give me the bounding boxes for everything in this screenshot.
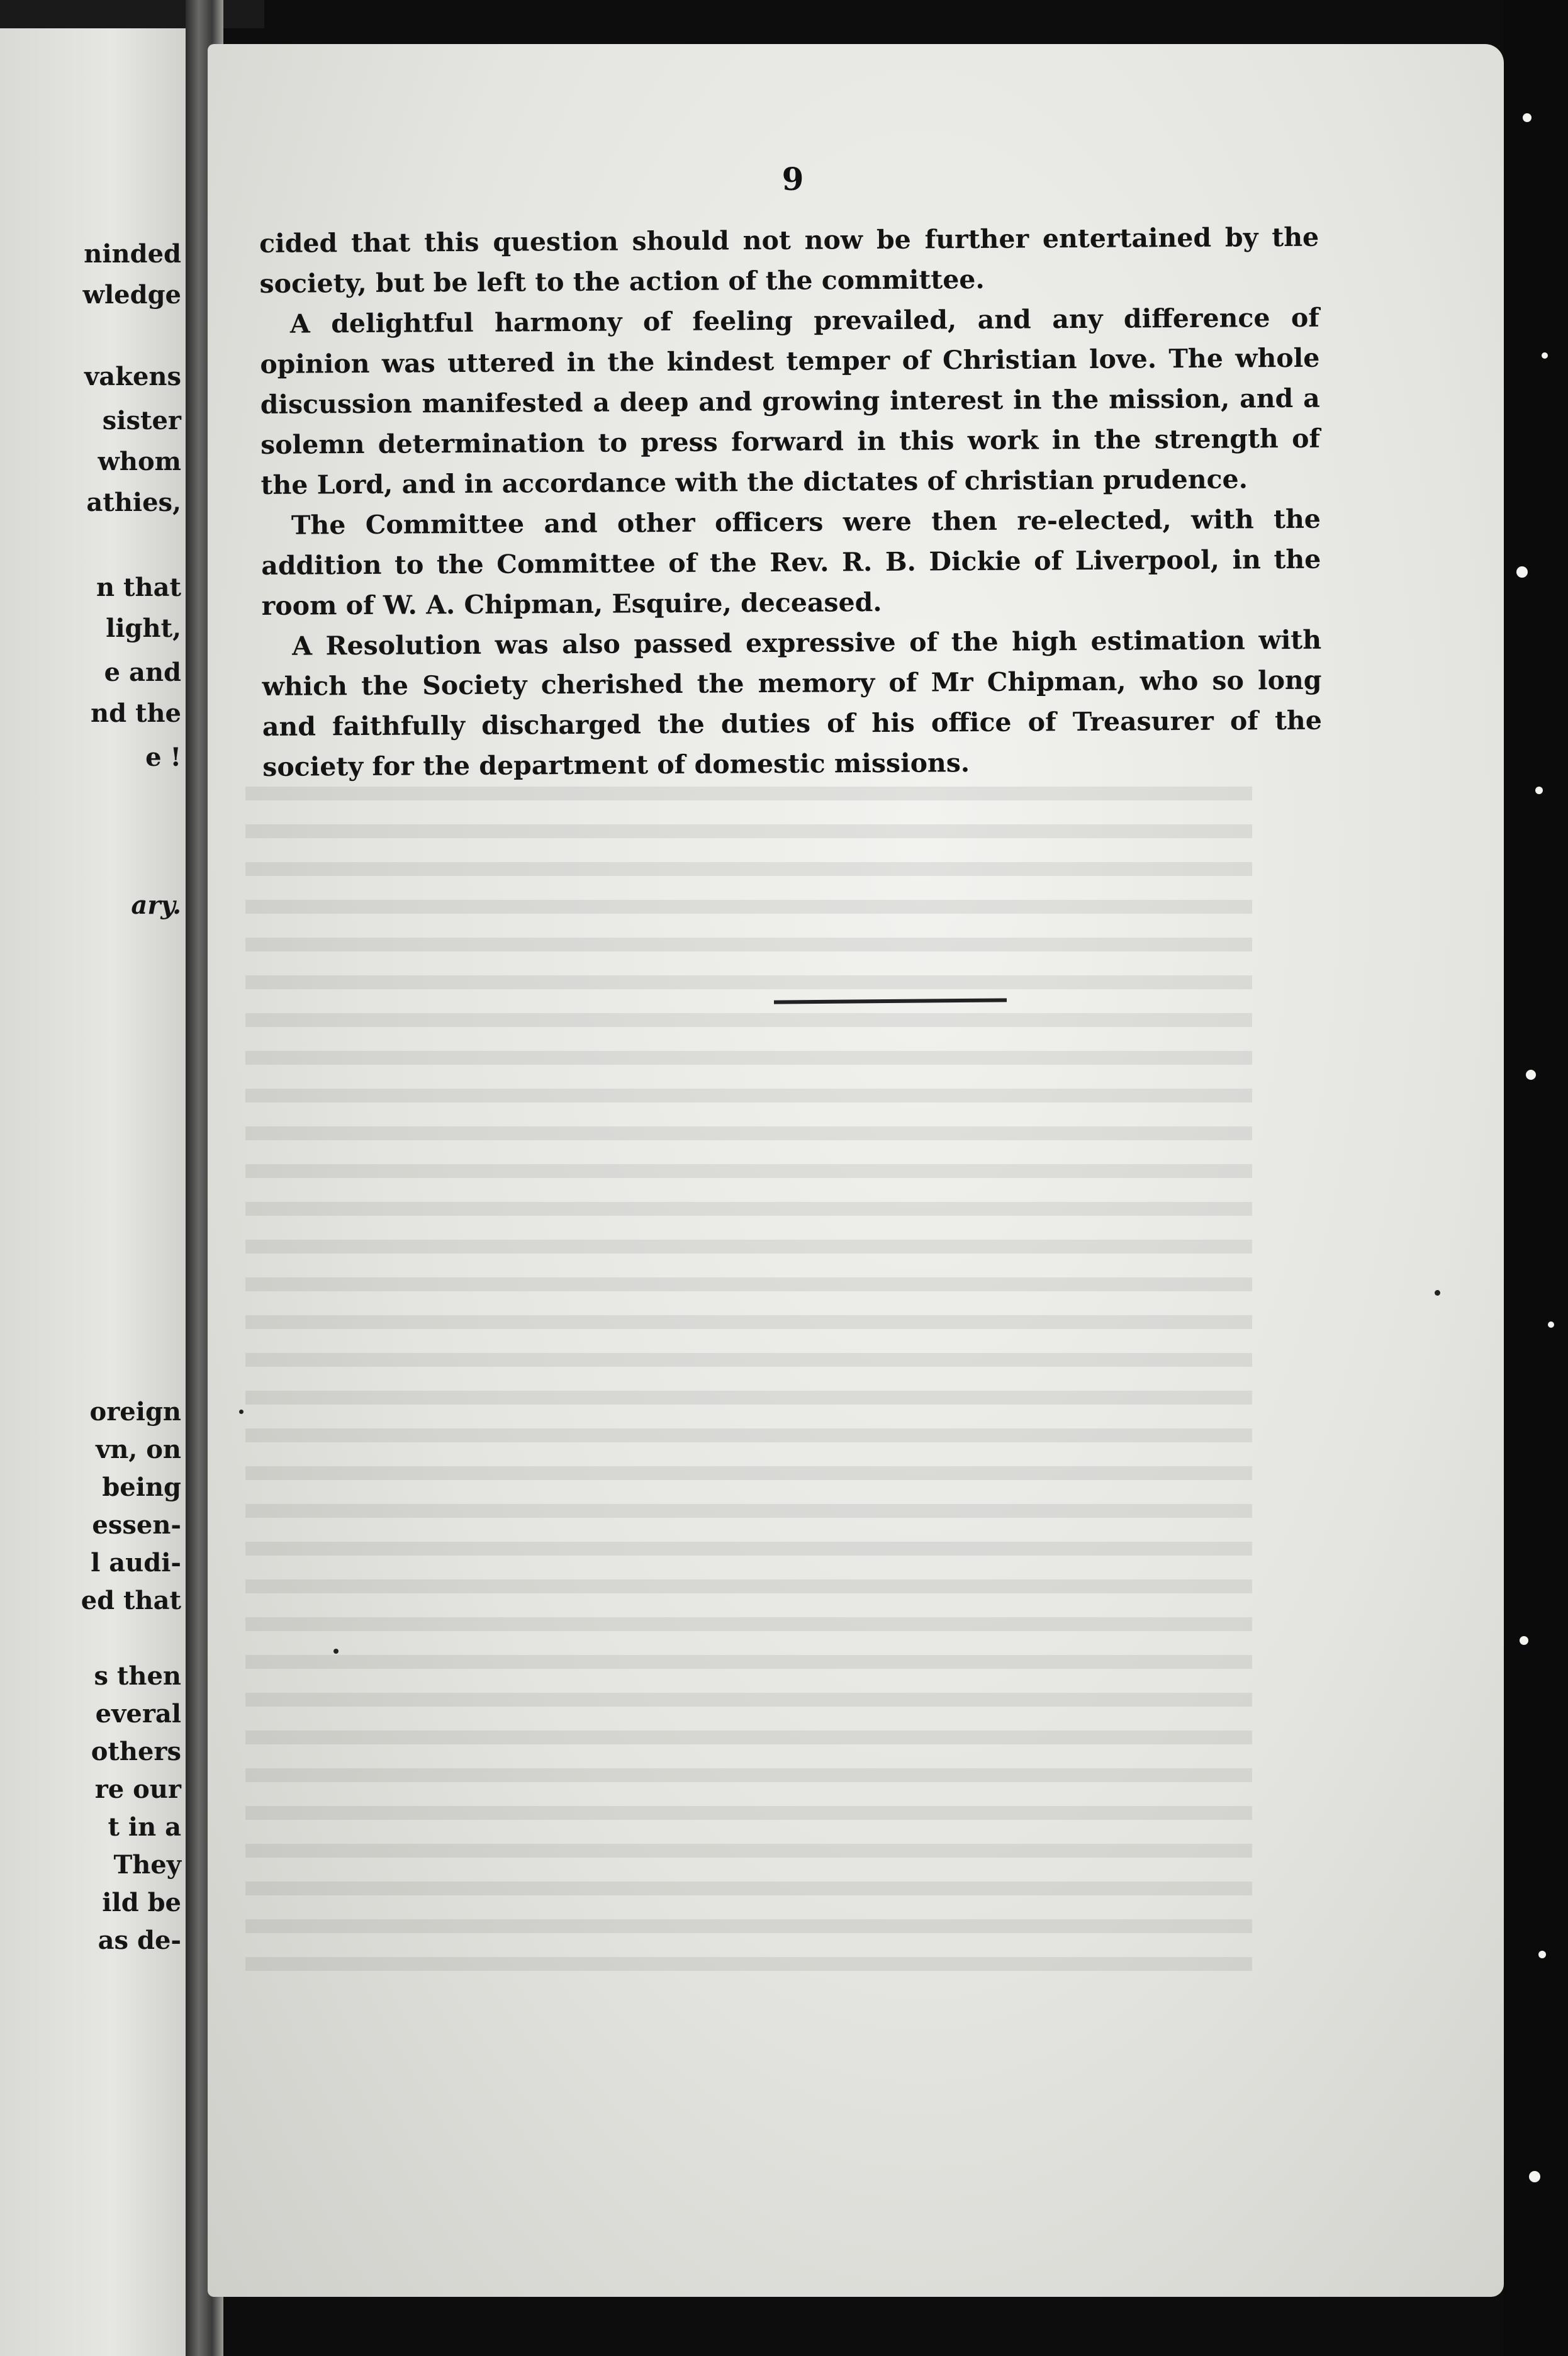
left-page-line: light, bbox=[106, 614, 181, 643]
scan-speck bbox=[1548, 1321, 1554, 1328]
left-page-line: sister bbox=[102, 406, 181, 435]
left-page-line: oreign bbox=[89, 1397, 181, 1427]
page-body bbox=[259, 217, 1322, 787]
scan-speck bbox=[1435, 1290, 1440, 1296]
left-page-line: t in a bbox=[108, 1812, 181, 1842]
left-page-line: everal bbox=[95, 1699, 181, 1729]
left-page-line: l audi- bbox=[91, 1548, 181, 1578]
scan-speck bbox=[1529, 2171, 1540, 2182]
scan-speck bbox=[1538, 1951, 1546, 1958]
left-page-line: re our bbox=[94, 1775, 181, 1804]
scan-speck bbox=[1523, 113, 1532, 122]
left-page-line: s then bbox=[94, 1661, 181, 1691]
left-page-line: as de- bbox=[98, 1926, 181, 1955]
left-page-line: athies, bbox=[86, 488, 181, 517]
left-page-line: ed that bbox=[81, 1586, 181, 1615]
paragraph-resolution: A Resolution was also passed expressive of the high estimation with which the Society cherished the memory of Mr Chipman, who so long and faithfully discharged the duties of his office of Treasurer of the society for the department of domestic missions. bbox=[262, 624, 1323, 782]
left-page-top-edge bbox=[0, 0, 264, 28]
scan-speck bbox=[1542, 352, 1548, 359]
paragraph-harmony: A delightful harmony of feeling prevailed, and any difference of opinion was uttered in the kindest temper of Christian love. The whole discussion manifested a deep and growing interest in the mission, and a solemn determination to press forward in this work in the strength of the Lord, and in accordance with the dictates of christian prudence. bbox=[260, 302, 1321, 500]
scan-border-right bbox=[1504, 0, 1568, 2356]
scan-speck bbox=[333, 1649, 339, 1654]
scan-speck bbox=[1516, 566, 1528, 578]
left-page-line: vn, on bbox=[96, 1435, 181, 1464]
left-page-line: whom bbox=[98, 447, 181, 476]
bleed-through-texture bbox=[245, 787, 1252, 1982]
left-page-line: nd the bbox=[91, 698, 181, 728]
left-page-line: others bbox=[91, 1737, 181, 1766]
scan-speck bbox=[239, 1410, 244, 1414]
left-page-line: wledge bbox=[82, 280, 181, 310]
page-number: 9 bbox=[781, 160, 804, 198]
left-page-line: ild be bbox=[102, 1888, 181, 1917]
paragraph-continuation: cided that this question should not now be further entertained by the society, but be left to the action of the committee. bbox=[259, 222, 1319, 299]
left-page-line: e ! bbox=[145, 743, 181, 772]
left-page-line: being bbox=[102, 1472, 181, 1502]
left-page-line: They bbox=[113, 1850, 181, 1880]
left-page-line: n that bbox=[96, 573, 181, 602]
left-page-line: ary. bbox=[131, 890, 181, 920]
left-page-line: vakens bbox=[84, 362, 181, 391]
scan-speck bbox=[1520, 1636, 1528, 1645]
scan-speck bbox=[1535, 787, 1543, 794]
paragraph-election: The Committee and other officers were then re-elected, with the addition to the Committee of the Rev. R. B. Dickie of Liverpool, in the room of W. A. Chipman, Esquire, deceased. bbox=[261, 503, 1321, 621]
left-facing-page bbox=[0, 0, 189, 2356]
left-page-line: ninded bbox=[84, 239, 181, 269]
left-page-line: e and bbox=[104, 658, 181, 687]
left-page-line: essen- bbox=[92, 1510, 181, 1540]
scan-speck bbox=[1526, 1070, 1536, 1080]
